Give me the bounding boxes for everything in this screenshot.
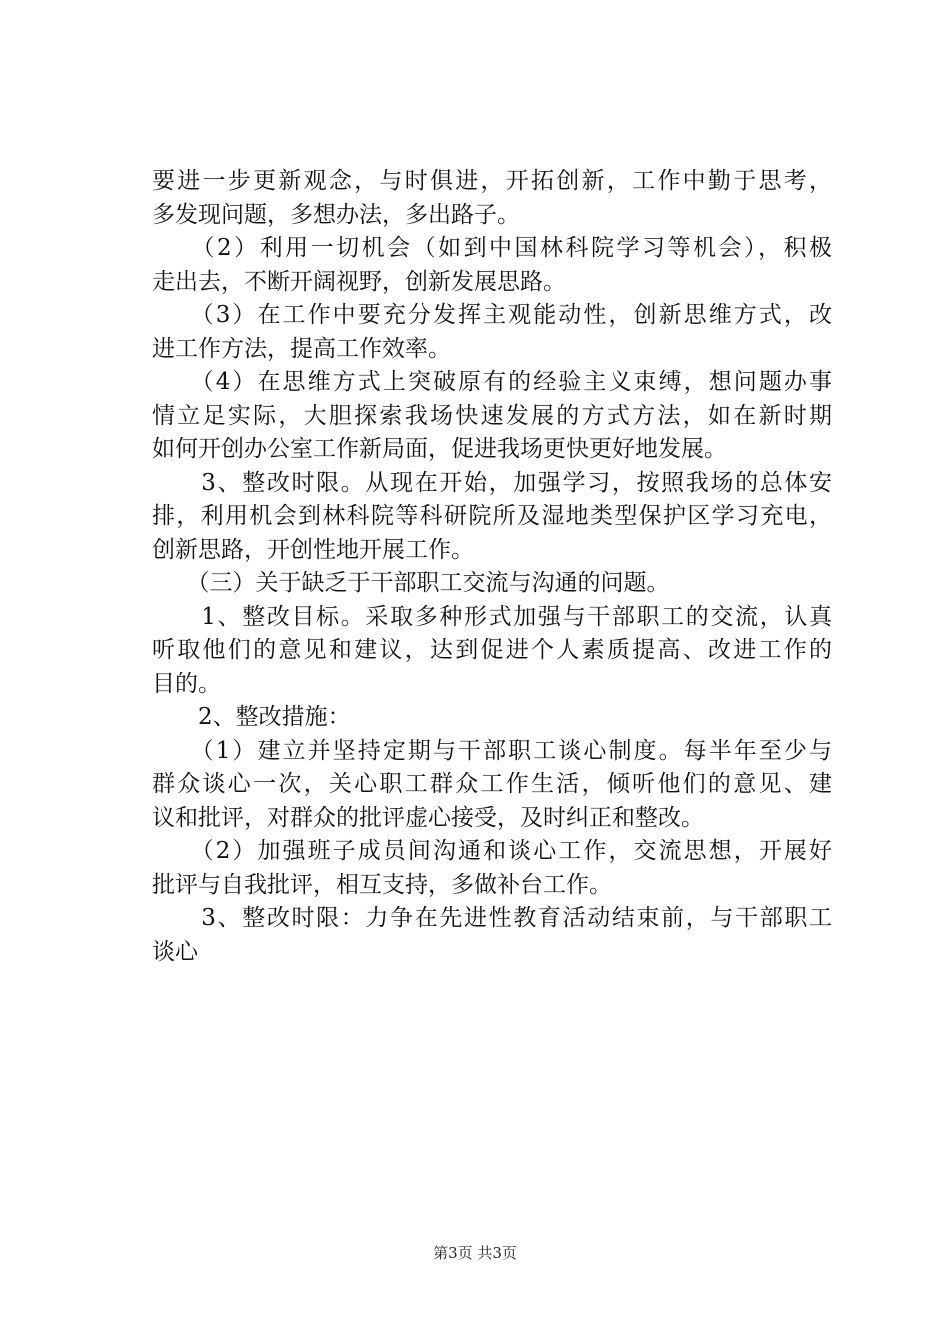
text-line: 要进一步更新观念，与时俱进，开拓创新，工作中勤于思考，: [152, 168, 832, 194]
text-line: 1、整改目标。采取多种形式加强与干部职工的交流，认真: [152, 603, 832, 630]
text-line: 创新思路，开创性地开展工作。: [152, 536, 474, 563]
text-line: （3）在工作中要充分发挥主观能动性，创新思维方式，改: [152, 302, 832, 328]
text-line: 走出去，不断开阔视野，创新发展思路。: [152, 268, 566, 295]
document-body: [152, 165, 832, 969]
text-line: 群众谈心一次，关心职工群众工作生活，倾听他们的意见、建: [152, 771, 832, 797]
text-line: （4）在思维方式上突破原有的经验主义束缚，想问题办事: [152, 369, 832, 395]
text-line: （2）加强班子成员间沟通和谈心工作，交流思想，开展好: [152, 838, 832, 864]
text-line: 2、整改措施：: [152, 704, 351, 730]
page-footer: 第3页 共3页: [433, 1244, 517, 1262]
text-line: 3、整改时限：力争在先进性教育活动结束前，与干部职工: [152, 905, 832, 931]
text-line: 目的。: [152, 670, 221, 697]
text-line: 议和批评，对群众的批评虚心接受，及时纠正和整改。: [152, 804, 704, 831]
text-line: 排，利用机会到林科院等科研院所及湿地类型保护区学习充电，: [152, 503, 832, 529]
text-line: 听取他们的意见和建议，达到促进个人素质提高、改进工作的: [152, 637, 832, 663]
text-line: 进工作方法，提高工作效率。: [152, 335, 451, 362]
text-line: （2）利用一切机会（如到中国林科院学习等机会），积极: [152, 235, 832, 261]
text-line: （三）关于缺乏于干部职工交流与沟通的问题。: [152, 570, 670, 596]
text-line: 谈心: [152, 938, 198, 965]
text-line: 如何开创办公室工作新局面，促进我场更快更好地发展。: [152, 436, 727, 462]
text-line: 多发现问题，多想办法，多出路子。: [152, 201, 520, 228]
text-line: 3、整改时限。从现在开始，加强学习，按照我场的总体安: [152, 469, 832, 496]
text-line: 情立足实际，大胆探索我场快速发展的方式方法，如在新时期: [152, 402, 832, 429]
text-line: 批评与自我批评，相互支持，多做补台工作。: [152, 871, 612, 898]
text-line: （1）建立并坚持定期与干部职工谈心制度。每半年至少与: [152, 737, 832, 764]
